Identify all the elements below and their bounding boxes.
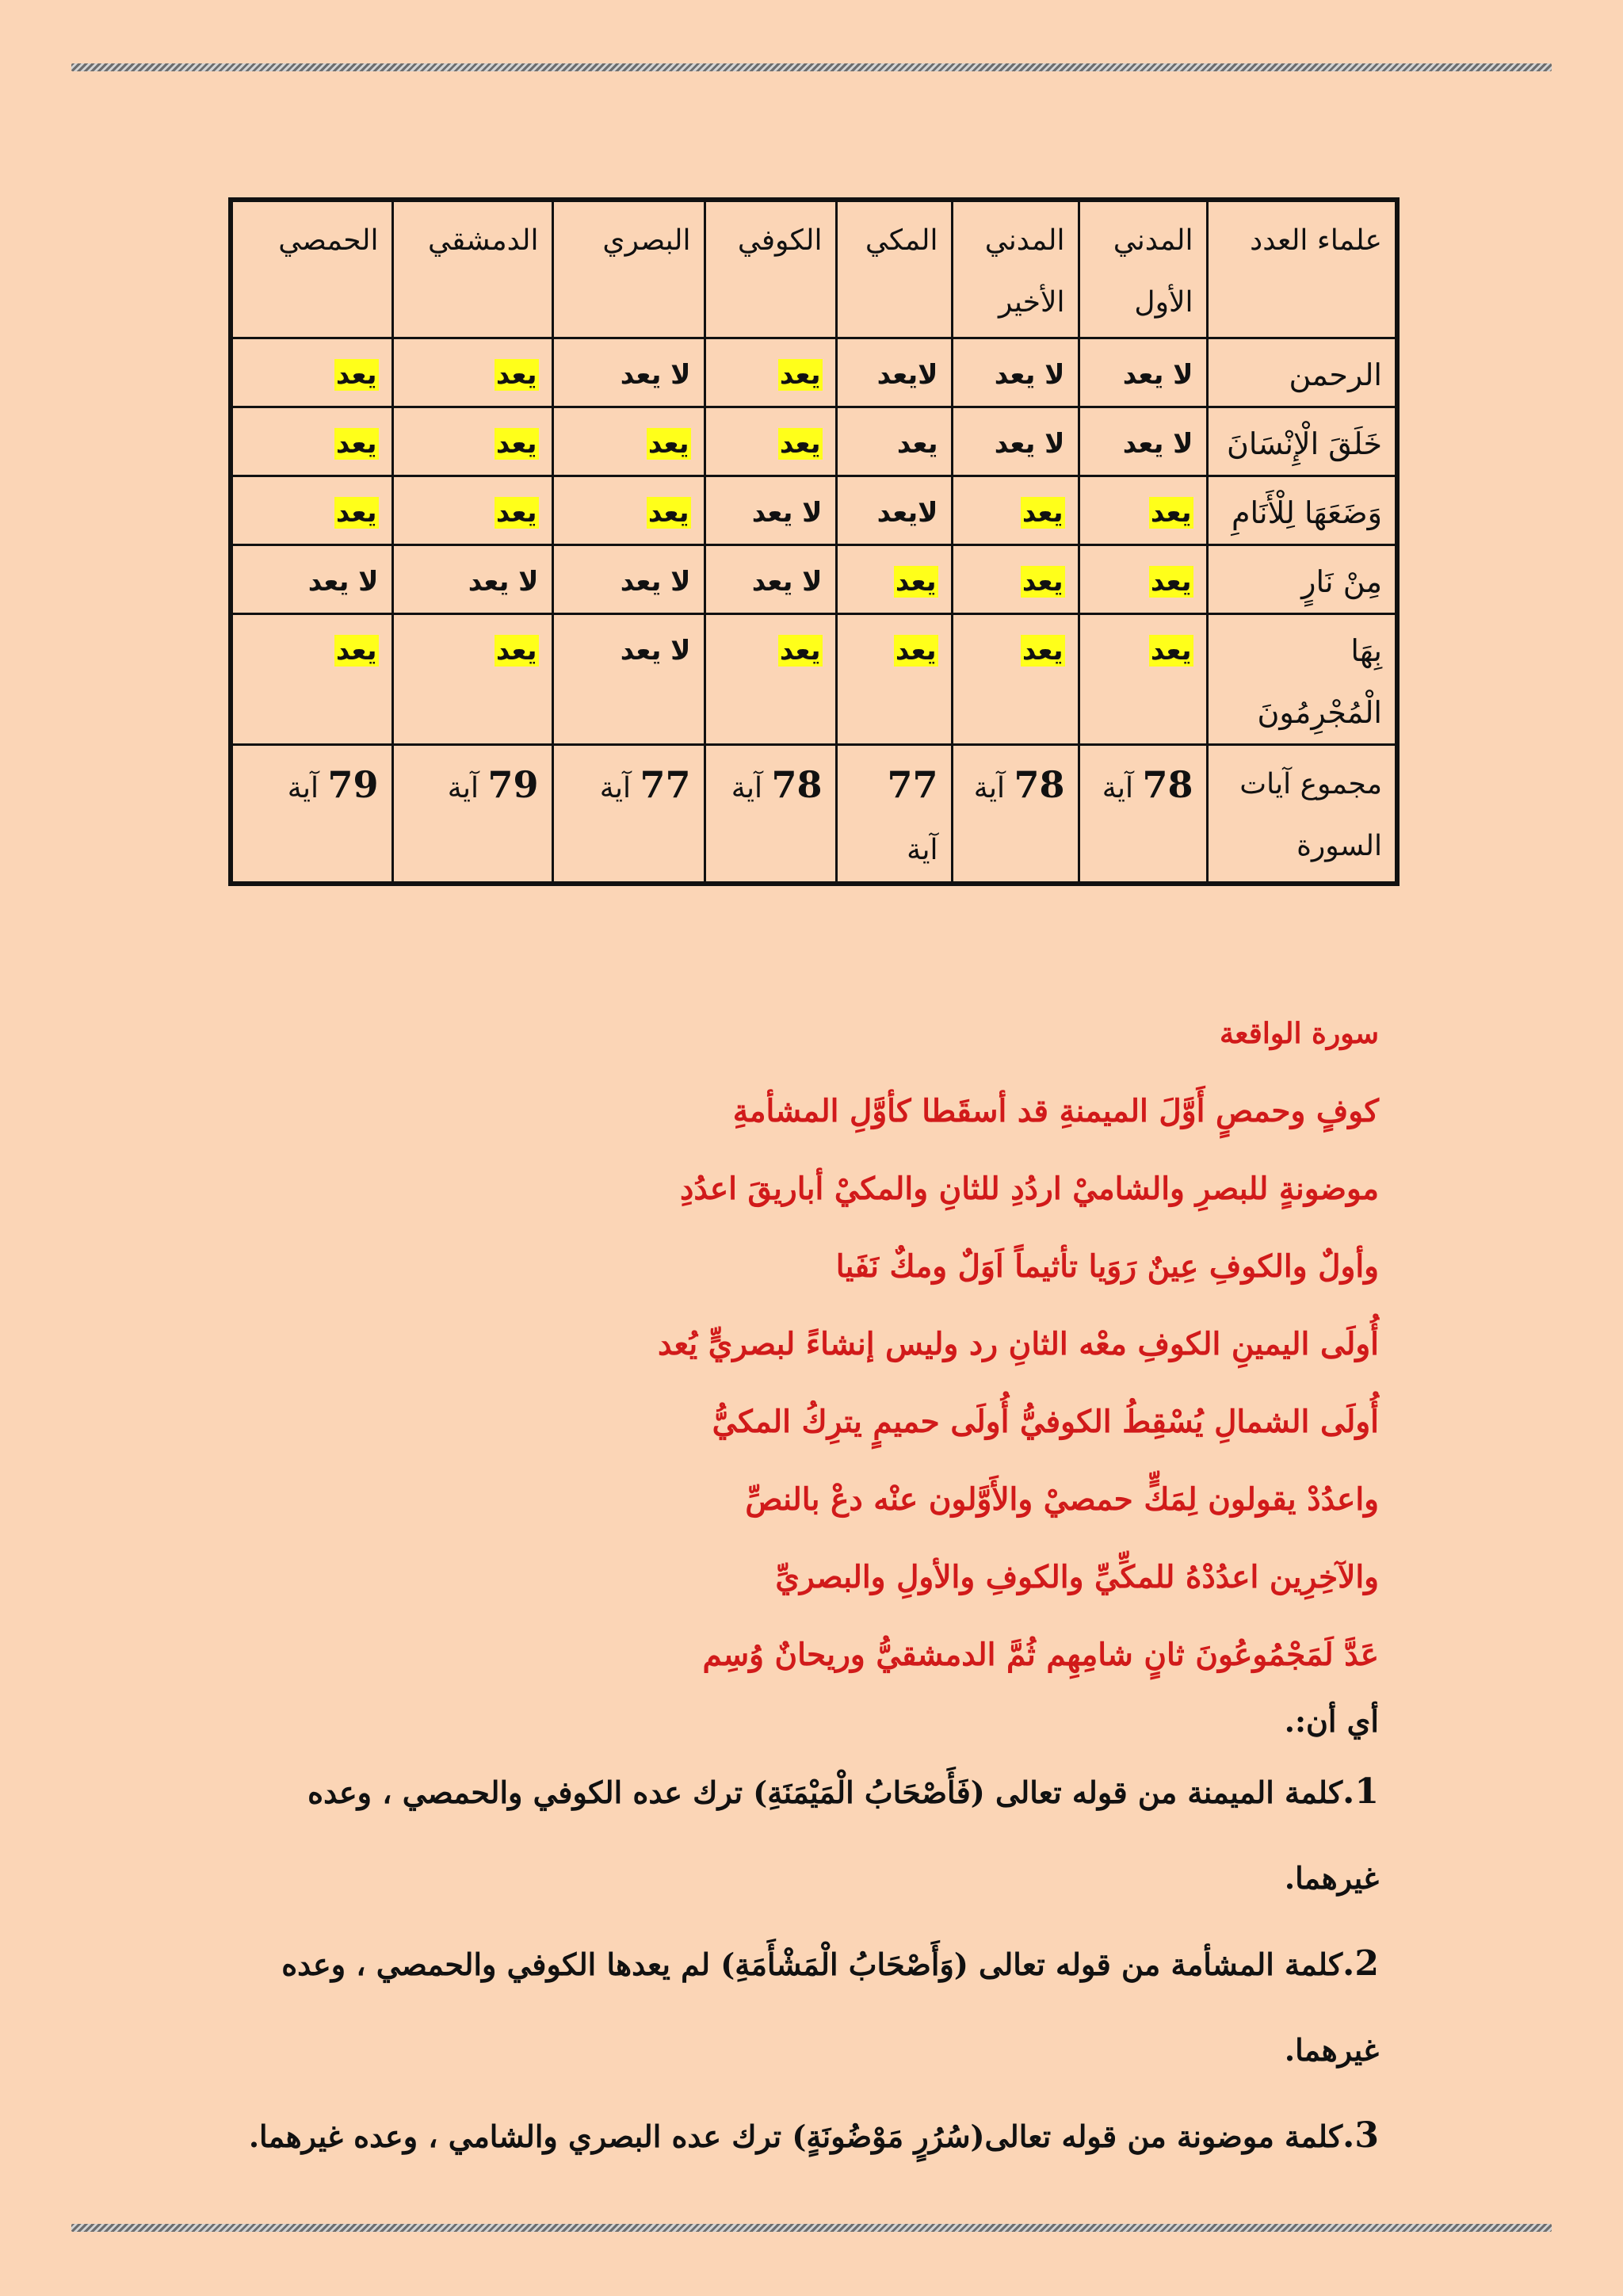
table-cell: [392, 614, 552, 745]
cell-value: لا يعد: [620, 359, 691, 391]
column-header: الدمشقي: [392, 200, 552, 338]
column-header: علماء العدد: [1207, 200, 1397, 338]
verse-line: كوفٍ وحمصٍ أَوَّلَ الميمنةِ قد أسقَطا كأوَّلِ المشأمةِ: [732, 1093, 1379, 1129]
table-cell: [231, 614, 392, 745]
note-item: [222, 1749, 1379, 1921]
table-cell: [392, 338, 552, 407]
table-cell: [836, 338, 952, 407]
verse-line: أُولَى اليمينِ الكوفِ معْه الثانِ رد وليس إنشاءً لبصريٍّ يُعد: [658, 1326, 1379, 1362]
verse-line: عَدَّ لَمَجْمُوعُونَ ثانٍ شامِهِم ثُمَّ الدمشقيُّ وريحانٌ وُسِم: [702, 1637, 1379, 1673]
notes-intro: أي أن:.: [1284, 1703, 1379, 1739]
verse-block: [222, 1072, 1379, 1694]
cell-value: لا يعد: [994, 359, 1065, 391]
verse-line: والآخِرِين اعدُدْهُ للمكِّيِّ والكوفِ والأولِ والبصريِّ: [775, 1559, 1379, 1595]
total-cell: [836, 745, 952, 884]
total-number: 78: [1014, 763, 1065, 806]
highlighted-cell-value: يعد: [335, 635, 377, 667]
table-cell: [836, 407, 952, 476]
table-cell: [952, 614, 1079, 745]
total-unit: آية: [731, 772, 763, 804]
note-number: 2.: [1342, 1943, 1379, 1984]
total-number: 78: [771, 763, 823, 806]
table-cell: [705, 476, 836, 545]
table-cell: [1079, 338, 1207, 407]
highlighted-cell-value: يعد: [895, 566, 937, 598]
table-row: [231, 545, 1397, 614]
table-cell: [952, 338, 1079, 407]
table-cell: [552, 407, 705, 476]
highlighted-cell-value: يعد: [335, 428, 377, 460]
highlighted-cell-value: يعد: [1022, 635, 1064, 667]
total-number: 77: [640, 763, 691, 806]
column-header: المكي: [836, 200, 952, 338]
row-label: مِنْ نَارٍ: [1207, 545, 1397, 614]
table-body: [231, 200, 1397, 884]
row-label: خَلَقَ الْإِنْسَانَ: [1207, 407, 1397, 476]
note-item: [222, 1921, 1379, 2093]
total-unit: آية: [599, 772, 632, 804]
cell-value: لا يعد: [620, 566, 691, 598]
row-label: بِهَا الْمُجْرِمُونَ: [1207, 614, 1397, 745]
note-item: [222, 2093, 1379, 2179]
total-unit: آية: [907, 834, 938, 866]
note-number: 1.: [1342, 1771, 1379, 1812]
highlighted-cell-value: يعد: [495, 359, 537, 391]
table-cell: [231, 476, 392, 545]
cell-value: لايعد: [876, 497, 938, 529]
table-cell: [705, 338, 836, 407]
table-cell: [836, 614, 952, 745]
table-cell: [705, 614, 836, 745]
total-cell: [952, 745, 1079, 884]
highlighted-cell-value: يعد: [647, 428, 689, 460]
table-cell: [1079, 407, 1207, 476]
table-cell: [392, 407, 552, 476]
highlighted-cell-value: يعد: [1150, 566, 1192, 598]
highlighted-cell-value: يعد: [779, 635, 821, 667]
main-content: [222, 995, 1379, 2179]
total-unit: آية: [287, 772, 319, 804]
column-header: المدني الأول: [1079, 200, 1207, 338]
bottom-border-rule: [71, 2224, 1552, 2232]
total-number: 78: [1142, 763, 1193, 806]
total-unit: آية: [1102, 772, 1134, 804]
verse-line: أُولَى الشمالِ يُسْقِطُ الكوفيُّ أُولَى حميمٍ يترِكُ المكيُّ: [712, 1404, 1379, 1440]
highlighted-cell-value: يعد: [1022, 497, 1064, 529]
note-text: كلمة موضونة من قوله تعالى(سُرُرٍ مَوْضُونَةٍ) ترك عده البصري والشامي ، وعده غيرهما.: [248, 2118, 1343, 2154]
table-cell: [552, 614, 705, 745]
column-header: الحمصي: [231, 200, 392, 338]
table-cell: [1079, 545, 1207, 614]
note-text: كلمة الميمنة من قوله تعالى (فَأَصْحَابُ الْمَيْمَنَةِ) ترك عده الكوفي والحمصي ، وعده غيرهما.: [307, 1775, 1379, 1896]
note-number: 3.: [1342, 2115, 1379, 2156]
total-number: 77: [887, 763, 938, 806]
total-unit: آية: [973, 772, 1006, 804]
highlighted-cell-value: يعد: [495, 428, 537, 460]
total-cell: [1079, 745, 1207, 884]
cell-value: لا يعد: [620, 635, 691, 667]
column-header: المدني الأخير: [952, 200, 1079, 338]
total-cell: [392, 745, 552, 884]
table-cell: [952, 476, 1079, 545]
cell-value: لا يعد: [751, 566, 823, 598]
header-row: [231, 200, 1397, 338]
cell-value: لا يعد: [1122, 428, 1193, 460]
highlighted-cell-value: يعد: [779, 359, 821, 391]
table-cell: [552, 545, 705, 614]
cell-value: لا يعد: [1122, 359, 1193, 391]
highlighted-cell-value: يعد: [779, 428, 821, 460]
table-cell: [392, 545, 552, 614]
highlighted-cell-value: يعد: [1150, 635, 1192, 667]
total-row: [231, 745, 1397, 884]
table-cell: [705, 545, 836, 614]
table-cell: [552, 476, 705, 545]
table-cell: [836, 476, 952, 545]
table-cell: [231, 545, 392, 614]
verse-count-table: [228, 197, 1400, 886]
cell-value: لا يعد: [468, 566, 539, 598]
table-row: [231, 614, 1397, 745]
highlighted-cell-value: يعد: [335, 497, 377, 529]
highlighted-cell-value: يعد: [1022, 566, 1064, 598]
cell-value: يعد: [896, 428, 938, 460]
total-cell: [552, 745, 705, 884]
verse-line: وأولٌ والكوفِ عِينٌ رَوَيا تأثيماً اَوَلٌ ومكٌ نَفَيا: [835, 1248, 1379, 1285]
total-unit: آية: [447, 772, 479, 804]
table-cell: [836, 545, 952, 614]
table-cell: [705, 407, 836, 476]
cell-value: لايعد: [876, 359, 938, 391]
table-cell: [1079, 614, 1207, 745]
table-cell: [392, 476, 552, 545]
verse-count-table-wrapper: [228, 197, 1395, 886]
row-label: وَضَعَهَا لِلْأَنَامِ: [1207, 476, 1397, 545]
total-cell: [705, 745, 836, 884]
verse-title: سورة الواقعة: [1220, 1017, 1379, 1050]
total-number: 79: [327, 763, 379, 806]
total-label: مجموع آيات السورة: [1207, 745, 1397, 884]
note-text: كلمة المشأمة من قوله تعالى (وَأَصْحَابُ الْمَشْأَمَةِ) لم يعدها الكوفي والحمصي ، وعده غيرهما.: [281, 1946, 1379, 2068]
top-border-rule: [71, 63, 1552, 71]
table-cell: [952, 407, 1079, 476]
row-label: الرحمن: [1207, 338, 1397, 407]
highlighted-cell-value: يعد: [495, 635, 537, 667]
table-cell: [231, 338, 392, 407]
highlighted-cell-value: يعد: [495, 497, 537, 529]
table-cell: [552, 338, 705, 407]
highlighted-cell-value: يعد: [335, 359, 377, 391]
highlighted-cell-value: يعد: [1150, 497, 1192, 529]
table-row: [231, 407, 1397, 476]
table-cell: [231, 407, 392, 476]
total-cell: [231, 745, 392, 884]
table-row: [231, 476, 1397, 545]
table-cell: [952, 545, 1079, 614]
table-cell: [1079, 476, 1207, 545]
highlighted-cell-value: يعد: [895, 635, 937, 667]
column-header: الكوفي: [705, 200, 836, 338]
table-row: [231, 338, 1397, 407]
cell-value: لا يعد: [751, 497, 823, 529]
cell-value: لا يعد: [994, 428, 1065, 460]
total-number: 79: [487, 763, 539, 806]
highlighted-cell-value: يعد: [647, 497, 689, 529]
verse-line: واعدُدْ يقولون لِمَكٍّ حمصيْ والأَوَّلون عنْه دعْ بالنصِّ: [745, 1481, 1379, 1518]
verse-line: موضونةٍ للبصرِ والشاميْ اردُدِ للثانِ والمكيْ أباريقَ اعدُدِ: [680, 1171, 1379, 1207]
notes-list: [222, 1749, 1379, 2179]
column-header: البصري: [552, 200, 705, 338]
cell-value: لا يعد: [307, 566, 379, 598]
